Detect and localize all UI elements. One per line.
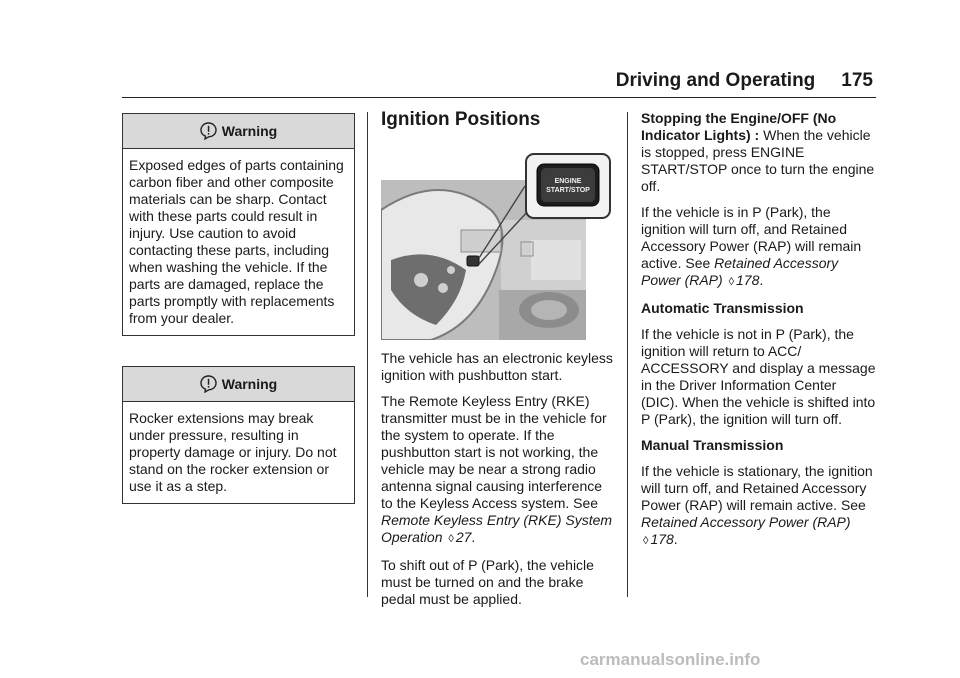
warning-header — [123, 367, 354, 402]
middle-column — [381, 110, 616, 617]
paragraph: If the vehicle is not in P (Park), the ignition will return to ACC/ ACCESSORY and display a message in the Driver Information Center (DIC). When the vehicle is shifted into P (Park), the ignition will turn off. — [641, 326, 876, 427]
warning-title: Warning — [221, 122, 278, 139]
header-section-title: Driving and Operating — [615, 70, 816, 91]
cross-reference-link[interactable]: Retained Accessory Power (RAP) — [641, 255, 839, 288]
paragraph: Stopping the Engine/OFF (No Indicator Lights) : When the vehicle is stopped, press ENGINE START/STOP once to turn the engine off. — [641, 110, 875, 194]
warning-icon — [200, 375, 217, 393]
page-ref-number[interactable]: 27 — [455, 529, 472, 545]
warning-text: Rocker extensions may break under pressure, resulting in property damage or injury. Do not stand on the rocker extension or use it as a step. — [129, 410, 337, 494]
cross-reference-link[interactable]: Remote Keyless Entry (RKE) System Operation — [381, 512, 613, 545]
watermark: carmanualsonline.info — [580, 650, 761, 669]
right-column — [641, 110, 877, 559]
subheading: Automatic Transmission — [641, 300, 804, 316]
page-header — [590, 70, 873, 92]
warning-box — [122, 113, 355, 336]
warning-title: Warning — [221, 375, 278, 392]
header-divider — [122, 97, 876, 98]
section-title: Ignition Positions — [381, 109, 541, 130]
paragraph: If the vehicle is in P (Park), the ignition will turn off, and Retained Accessory Power (RAP) will remain active. See Retained Accessory Power (RAP) ◊ 178. — [641, 204, 862, 288]
column-divider — [627, 112, 628, 597]
warning-icon — [200, 122, 217, 140]
engine-button-label: ENGINE — [554, 178, 582, 185]
page-ref-number[interactable]: 178 — [650, 531, 674, 547]
subheading: Stopping the Engine/OFF (No Indicator Lights) : — [641, 110, 837, 143]
page-ref-number[interactable]: 178 — [736, 272, 760, 288]
left-column — [122, 113, 355, 504]
page-ref-icon: ◊ — [643, 535, 649, 547]
engine-button-label: START/STOP — [546, 187, 590, 194]
paragraph: The vehicle has an electronic keyless ignition with pushbutton start. — [381, 350, 613, 383]
cross-reference-link[interactable]: Retained Accessory Power (RAP) — [641, 514, 851, 530]
warning-text: Exposed edges of parts containing carbon fiber and other composite materials can be sharp. Contact with these parts could result in injury. Use caution to avoid contacting these parts, including when washing the vehicle. If the parts are damaged, replace the parts promptly with replacements from your dealer. — [129, 157, 344, 326]
page-ref-icon: ◊ — [728, 276, 735, 288]
column-divider — [367, 112, 368, 597]
ignition-illustration — [381, 150, 614, 340]
warning-box — [122, 366, 355, 504]
page-ref-icon: ◊ — [448, 533, 454, 545]
paragraph: If the vehicle is stationary, the ignition will turn off, and Retained Accessory Power (RAP) will remain active. See Retained Accessory Power (RAP) ◊ 178. — [641, 463, 873, 547]
page-number: 175 — [841, 70, 873, 91]
subheading: Manual Transmission — [641, 437, 784, 453]
warning-header — [123, 114, 354, 149]
paragraph: To shift out of P (Park), the vehicle must be turned on and the brake pedal must be applied. — [381, 557, 594, 607]
paragraph: The Remote Keyless Entry (RKE) transmitter must be in the vehicle for the system to operate. If the pushbutton start is not working, the vehicle may be near a strong radio antenna signal causing interference to the Keyless Access system. See Remote Keyless Entry (RKE) System Operation ◊ 27. — [381, 393, 613, 545]
